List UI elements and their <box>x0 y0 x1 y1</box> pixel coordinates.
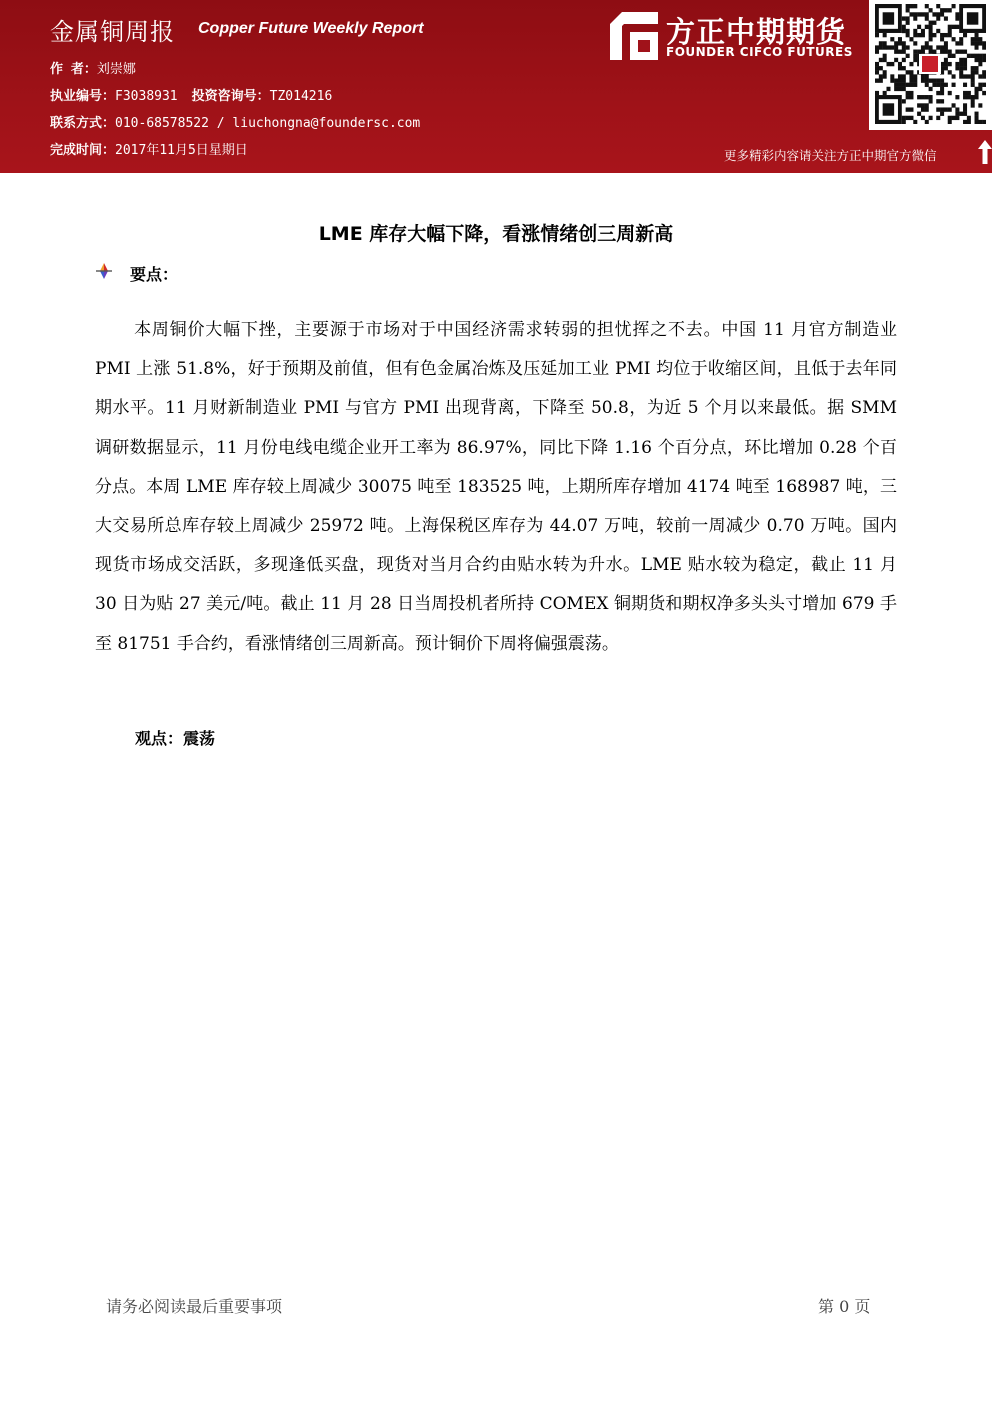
consult-number: TZ014216 <box>269 89 333 104</box>
author-name: 刘崇娜 <box>96 62 136 77</box>
founder-logo-icon <box>610 12 658 60</box>
completion-date: 2017年11月5日星期日 <box>115 143 248 158</box>
footer-disclaimer-note: 请务必阅读最后重要事项 <box>106 1297 283 1316</box>
date-label: 完成时间： <box>50 143 116 158</box>
license-number: F3038931 <box>115 89 178 104</box>
qr-code-icon <box>875 4 986 124</box>
up-arrow-icon <box>978 140 992 164</box>
date-line <box>50 139 248 158</box>
contact-label: 联系方式： <box>50 116 116 131</box>
logo-english-name: FOUNDER CIFCO FUTURES <box>666 45 853 59</box>
follow-wechat-text: 更多精彩内容请关注方正中期官方微信 <box>724 148 937 163</box>
report-title: 金属铜周报 <box>50 18 175 46</box>
body-paragraph: 本周铜价大幅下挫，主要源于市场对于中国经济需求转弱的担忧挥之不去。中国 11 月官方制造业 PMI 上涨 51.8%，好于预期及前值，但有色金属冶炼及压延加工业 PMI 均位于收缩区间，且低于去年同期水平。11 月财新制造业 PMI 与官方 PMI 出现背离，下降至 50.8，为近 5 个月以来最低。据 SMM 调研数据显示，11 月份电线电缆企业开工率为 86.97%，同比下降 1.16 个百分点，环比增加 0.28 个百分点。本周 LME 库存较上周减少 30075 吨至 183525 吨，上期所库存增加 4174 吨至 168987 吨，三大交易所总库存较上周减少 25972 吨。上海保税区库存为 44.07 万吨，较前一周减少 0.70 万吨。国内现货市场成交活跃，多现逢低买盘，现货对当月合约由贴水转为升水。LME 贴水较为稳定，截止 11 月 30 日为贴 27 美元/吨。截止 11 月 28 日当周投机者所持 COMEX 铜期货和期权净多头头寸增加 679 手至 81751 手合约，看涨情绪创三周新高。预计铜价下周将偏强震荡。 <box>95 320 897 654</box>
page-number: 第 0 页 <box>818 1297 871 1316</box>
logo-chinese-name: 方正中期期货 <box>666 15 847 49</box>
qr-code[interactable] <box>869 0 992 130</box>
report-subtitle: Copper Future Weekly Report <box>198 20 424 37</box>
key-points-heading: 要点： <box>130 265 179 284</box>
consult-label: 投资咨询号： <box>191 89 270 104</box>
bullet-diamond-icon <box>95 262 113 280</box>
author-label: 作 者： <box>50 62 97 77</box>
license-label: 执业编号： <box>50 89 116 104</box>
document-title: LME 库存大幅下降，看涨情绪创三周新高 <box>318 223 674 245</box>
report-header <box>0 0 992 173</box>
view-conclusion: 观点：震荡 <box>135 729 216 748</box>
contact-value: 010-68578522 / liuchongna@foundersc.com <box>115 116 421 131</box>
author-line <box>50 58 136 77</box>
company-logo <box>610 10 860 66</box>
contact-line <box>50 112 420 131</box>
license-line <box>50 85 332 104</box>
